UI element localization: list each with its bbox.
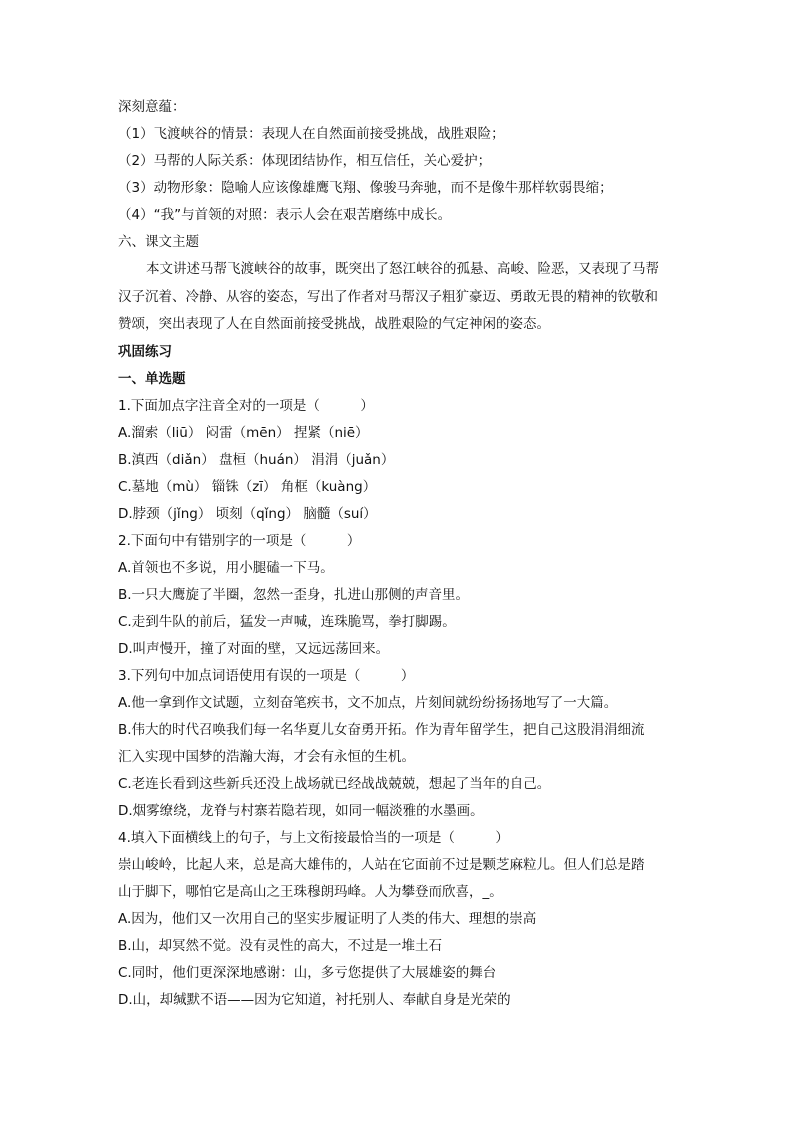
question-option: A.他一拿到作文试题，立刻奋笔疾书，文不加点，片刻间就纷纷扬扬地写了一大篇。	[118, 694, 618, 711]
question-option: C.走到牛队的前后，猛发一声喊，连珠脆骂，拳打脚踢。	[118, 613, 456, 630]
question-option: B.山，却冥然不觉。没有灵性的高大，不过是一堆土石	[118, 937, 443, 954]
significance-heading: 深刻意蕴：	[118, 99, 186, 115]
question-option: A.因为，他们又一次用自己的坚实步履证明了人类的伟大、理想的崇高	[118, 910, 537, 927]
theme-line: 本文讲述马帮飞渡峡谷的故事，既突出了怒江峡谷的孤悬、高峻、险恶，又表现了马帮	[146, 261, 659, 277]
section-heading: 一、单选题	[118, 370, 186, 387]
practice-heading: 巩固练习	[118, 343, 172, 360]
question-option: D.脖颈（jǐng） 顷刻（qǐng） 脑髓（suí）	[118, 505, 377, 522]
significance-item: （3）动物形象：隐喻人应该像雄鹰飞翔、像骏马奔驰，而不是像牛那样软弱畏缩；	[118, 180, 613, 196]
question-option: D.山，却缄默不语——因为它知道，衬托别人、奉献自身是光荣的	[118, 991, 511, 1008]
significance-item: （2）马帮的人际关系：体现团结协作，相互信任，关心爱护；	[118, 153, 492, 169]
question-option: A.溜索（liū） 闷雷（mēn） 捏紧（niē）	[118, 424, 369, 441]
question-option: C.墓地（mù） 锱铢（zī） 角框（kuàng）	[118, 478, 377, 495]
theme-line: 汉子沉着、冷静、从容的姿态，写出了作者对马帮汉子粗犷豪迈、勇敢无畏的精神的钦敬和	[118, 288, 658, 305]
question-option: C.同时，他们更深深地感谢：山，多亏您提供了大展雄姿的舞台	[118, 964, 497, 981]
question-stem: 2.下面句中有错别字的一项是（ ）	[118, 532, 361, 549]
question-stem: 4.填入下面横线上的句子，与上文衔接最恰当的一项是（ ）	[118, 829, 509, 846]
question-option: D.叫声慢开，撞了对面的壁，又远远荡回来。	[118, 640, 390, 657]
significance-item: （4）“我”与首领的对照：表示人会在艰苦磨练中成长。	[118, 207, 452, 223]
question-option: B.伟大的时代召唤我们每一名华夏儿女奋勇开拓。作为青年留学生，把自己这股涓涓细流	[118, 721, 645, 738]
page-content	[118, 94, 678, 1014]
question-stem: 1.下面加点字注音全对的一项是（ ）	[118, 397, 374, 414]
question-option: A.首领也不多说，用小腿磕一下马。	[118, 559, 334, 576]
question-passage: 山于脚下，哪怕它是高山之王珠穆朗玛峰。人为攀登而欣喜，_。	[118, 883, 503, 900]
question-option: B.一只大鹰旋了半圈，忽然一歪身，扎进山那侧的声音里。	[118, 586, 470, 603]
question-option: C.老连长看到这些新兵还没上战场就已经战战兢兢，想起了当年的自己。	[118, 775, 551, 792]
question-stem: 3.下列句中加点词语使用有误的一项是（ ）	[118, 667, 415, 684]
theme-heading: 六、课文主题	[118, 234, 199, 250]
question-option: D.烟雾缭绕，龙脊与村寨若隐若现，如同一幅淡雅的水墨画。	[118, 802, 484, 819]
question-passage: 崇山峻岭，比起人来，总是高大雄伟的，人站在它面前不过是颗芝麻粒儿。但人们总是踏	[118, 856, 645, 873]
question-option: B.滇西（diǎn） 盘桓（huán） 涓涓（juǎn）	[118, 451, 395, 468]
question-option-continued: 汇入实现中国梦的浩瀚大海，才会有永恒的生机。	[118, 748, 415, 765]
significance-item: （1）飞渡峡谷的情景：表现人在自然面前接受挑战，战胜艰险；	[118, 126, 505, 142]
theme-paragraph	[118, 256, 678, 339]
theme-line: 赞颂，突出表现了人在自然面前接受挑战，战胜艰险的气定神闲的姿态。	[118, 316, 550, 332]
